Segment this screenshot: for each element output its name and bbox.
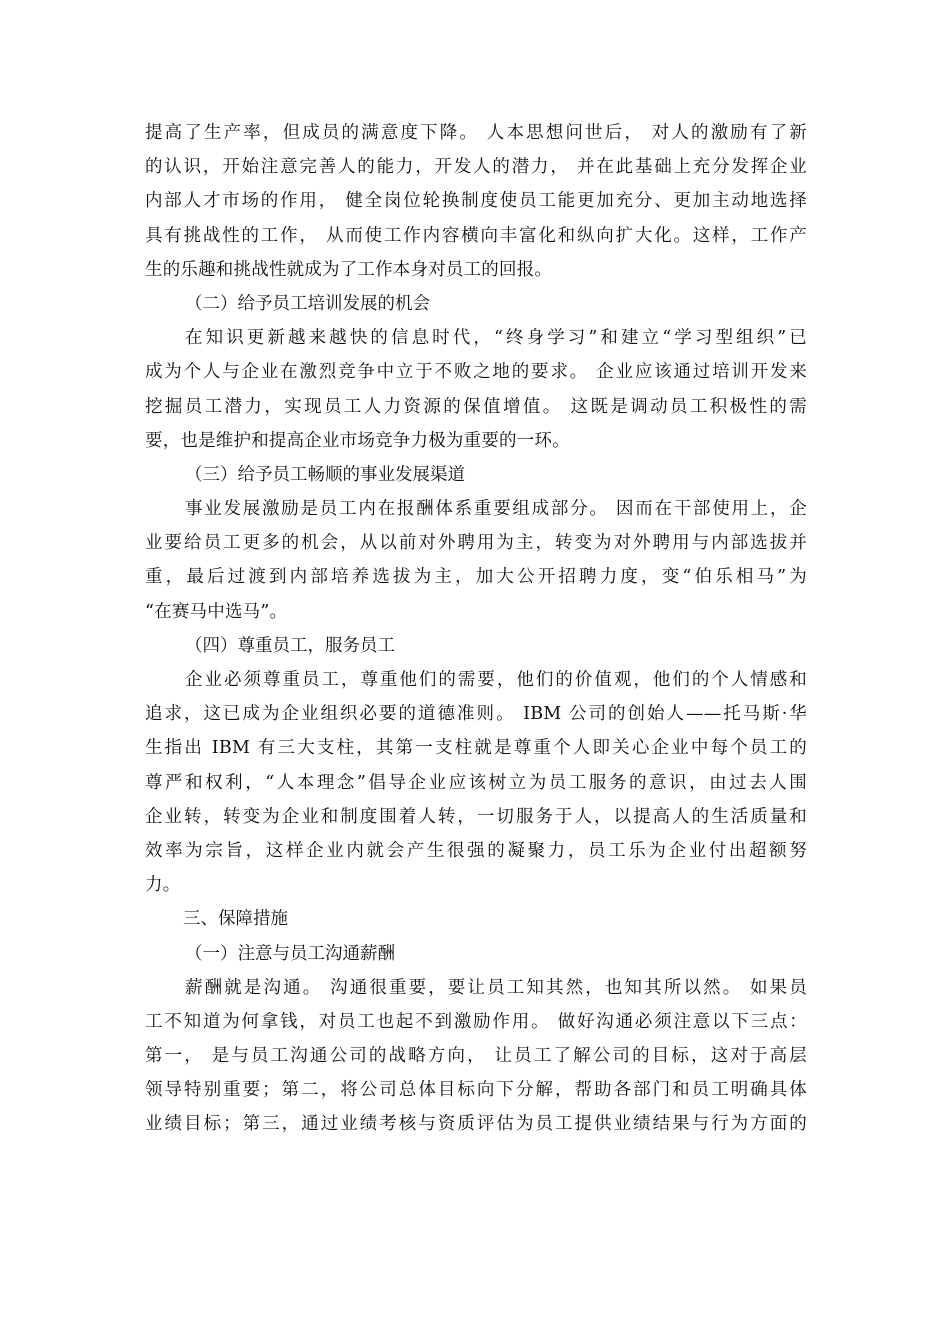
subsection-heading: （一）注意与员工沟通薪酬	[185, 943, 395, 964]
subsection-heading: （三）给予员工畅顺的事业发展渠道	[185, 464, 465, 485]
text-line: 业绩目标；第三，通过业绩考核与资质评估为员工提供业绩结果与行为方面的	[145, 1114, 807, 1135]
subsection-heading: （二）给予员工培训发展的机会	[185, 293, 430, 314]
text-line: 具有挑战性的工作， 从而使工作内容横向丰富化和纵向扩大化。这样，工作产	[145, 225, 807, 246]
document-body	[145, 116, 807, 1142]
text-line: 在知识更新越来越快的信息时代，“终身学习”和建立“学习型组织”已	[185, 328, 807, 349]
text-line: 重，最后过渡到内部培养选拔为主，加大公开招聘力度，变“伯乐相马”为	[145, 567, 807, 588]
text-line: 挖掘员工潜力，实现员工人力资源的保值增值。 这既是调动员工积极性的需	[145, 396, 807, 417]
subsection-heading: （四）尊重员工，服务员工	[185, 635, 395, 656]
text-line: 企业必须尊重员工，尊重他们的需要，他们的价值观，他们的个人情感和	[185, 670, 807, 690]
text-line: 内部人才市场的作用， 健全岗位轮换制度使员工能更加充分、更加主动地选择	[145, 191, 807, 212]
text-line: 要，也是维护和提高企业市场竞争力极为重要的一环。	[145, 430, 570, 451]
paragraph	[145, 663, 807, 902]
text-line: 企业转，转变为企业和制度围着人转，一切服务于人，以提高人的生活质量和	[145, 806, 807, 827]
text-line: 提高了生产率，但成员的满意度下降。 人本思想问世后， 对人的激励有了新	[145, 123, 807, 143]
text-line: 事业发展激励是员工内在报酬体系重要组成部分。 因而在干部使用上，企	[185, 499, 807, 520]
text-line: 生指出 IBM 有三大支柱，其第一支柱就是尊重个人即关心企业中每个员工的	[145, 738, 807, 759]
text-line: 成为个人与企业在激烈竞争中立于不败之地的要求。 企业应该通过培训开发来	[145, 362, 807, 383]
text-line: 薪酬就是沟通。 沟通很重要，要让员工知其然，也知其所以然。 如果员	[185, 977, 807, 998]
text-line: 尊严和权利，“人本理念”倡导企业应该树立为员工服务的意识，由过去人围	[145, 772, 807, 793]
paragraph	[145, 971, 807, 1142]
text-line: 第一， 是与员工沟通公司的战略方向， 让员工了解公司的目标，这对于高层	[145, 1046, 807, 1067]
paragraph	[145, 116, 807, 287]
section-heading: 三、保障措施	[183, 909, 288, 930]
paragraph	[145, 492, 807, 629]
text-line: 的认识，开始注意完善人的能力，开发人的潜力， 并在此基础上充分发挥企业	[145, 157, 807, 178]
text-line: 业要给员工更多的机会，从以前对外聘用为主，转变为对外聘用与内部选拔并	[145, 533, 807, 554]
text-line: 工不知道为何拿钱，对员工也起不到激励作用。 做好沟通必须注意以下三点：	[145, 1011, 807, 1032]
text-line: 追求，这已成为企业组织必要的道德准则。 IBM 公司的创始人——托马斯·华	[145, 704, 807, 725]
text-line: 生的乐趣和挑战性就成为了工作本身对员工的回报。	[145, 259, 553, 280]
text-line: 领导特别重要；第二，将公司总体目标向下分解，帮助各部门和员工明确具体	[145, 1080, 807, 1101]
text-line: “在赛马中选马”。	[145, 601, 288, 622]
paragraph	[145, 321, 807, 458]
text-line: 力。	[145, 875, 181, 896]
text-line: 效率为宗旨，这样企业内就会产生很强的凝聚力，员工乐为企业付出超额努	[145, 840, 807, 861]
